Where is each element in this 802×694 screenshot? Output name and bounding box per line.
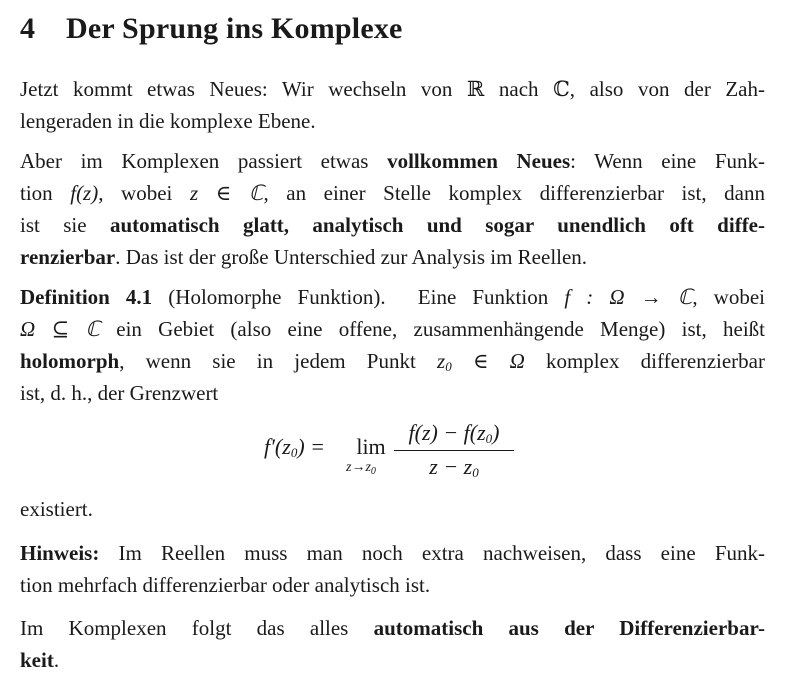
intro-line-2: lengeraden in die komplexe Ebene. <box>20 109 316 133</box>
intro-paragraph <box>20 73 765 137</box>
definition-label: Definition 4.1 <box>20 285 153 309</box>
closing-line-2: keit. <box>20 648 60 672</box>
math-fz: f(z) <box>70 181 99 205</box>
holo-line-2: tion f(z), wobei z ∈ ℂ, an einer Stelle komplex differenzierbar ist, dann <box>20 181 765 205</box>
math-z-in-c: z ∈ ℂ <box>189 181 264 205</box>
def-line-2: Ω ⊆ ℂ ein Gebiet (also eine offene, zusammenhängende Menge) ist, heißt <box>20 317 765 341</box>
section-title-text: Der Sprung ins Komplexe <box>66 12 403 45</box>
closing-line-1: Im Komplexen folgt das alles automatisch aus der Differenzierbar- <box>20 616 765 640</box>
holo-line-3: ist sie automatisch glatt, analytisch und sogar unendlich oft diffe- <box>20 213 765 237</box>
definition-block <box>20 281 765 409</box>
def-line-4: ist, d. h., der Grenzwert <box>20 381 219 405</box>
def-line-3: holomorph, wenn sie in jedem Punkt $z_0$ ∈ Ω komplex differenzierbar <box>20 349 765 374</box>
intro-line-1: Jetzt kommt etwas Neues: Wir wechseln von ℝ nach ℂ, also von der Zah- <box>20 77 765 101</box>
formula-lim-subscript: $z\to z_0$ <box>346 460 376 477</box>
emphasis-vollkommen-neues: vollkommen Neues <box>387 149 571 173</box>
emphasis-automatisch-glatt: automatisch glatt, analytisch und sogar unendlich oft diffe- <box>109 213 765 237</box>
holomorphy-paragraph <box>20 145 765 273</box>
hint-paragraph <box>20 537 765 601</box>
holo-line-1: Aber im Komplexen passiert etwas vollkommen Neues: Wenn eine Funk- <box>20 149 765 173</box>
emphasis-holomorph: holomorph <box>20 349 120 373</box>
section-heading <box>20 12 403 46</box>
fraction-bar <box>394 450 514 451</box>
formula-fraction <box>394 420 514 480</box>
section-number: 4 <box>20 12 36 45</box>
fraction-denominator: $z - z_0$ <box>429 454 479 480</box>
hint-line-2: tion mehrfach differenzierbar oder analytisch ist. <box>20 573 431 597</box>
closing-paragraph <box>20 612 765 676</box>
holo-line-4: renzierbar. Das ist der große Unterschied zur Analysis im Reellen. <box>20 245 588 269</box>
hint-label: Hinweis: <box>20 541 100 565</box>
formula-lim: lim <box>356 434 386 459</box>
emphasis-renzierbar: renzierbar <box>20 245 116 269</box>
def-line-1: Definition 4.1 (Holomorphe Funktion). Eine Funktion f : Ω → ℂ, wobei <box>20 285 766 309</box>
math-z0: $z_0$ ∈ Ω <box>437 349 525 374</box>
formula-lhs: $f'(z_0)$ = <box>264 434 325 460</box>
hint-line-1: Hinweis: Im Reellen muss man noch extra nachweisen, dass eine Funk- <box>20 541 765 565</box>
math-f-omega-c: f : Ω → ℂ <box>564 285 693 309</box>
definition-name: (Holomorphe Funktion). <box>168 285 386 309</box>
math-omega-subset-c: Ω ⊆ ℂ <box>20 317 100 341</box>
limit-formula <box>20 420 765 478</box>
fraction-numerator: $f(z) - f(z_0)$ <box>408 420 500 446</box>
existiert-line: existiert. <box>20 497 93 521</box>
emphasis-keit: keit <box>20 648 54 672</box>
emphasis-automatisch-differenzierbar: automatisch aus der Differenzierbar- <box>373 616 765 640</box>
